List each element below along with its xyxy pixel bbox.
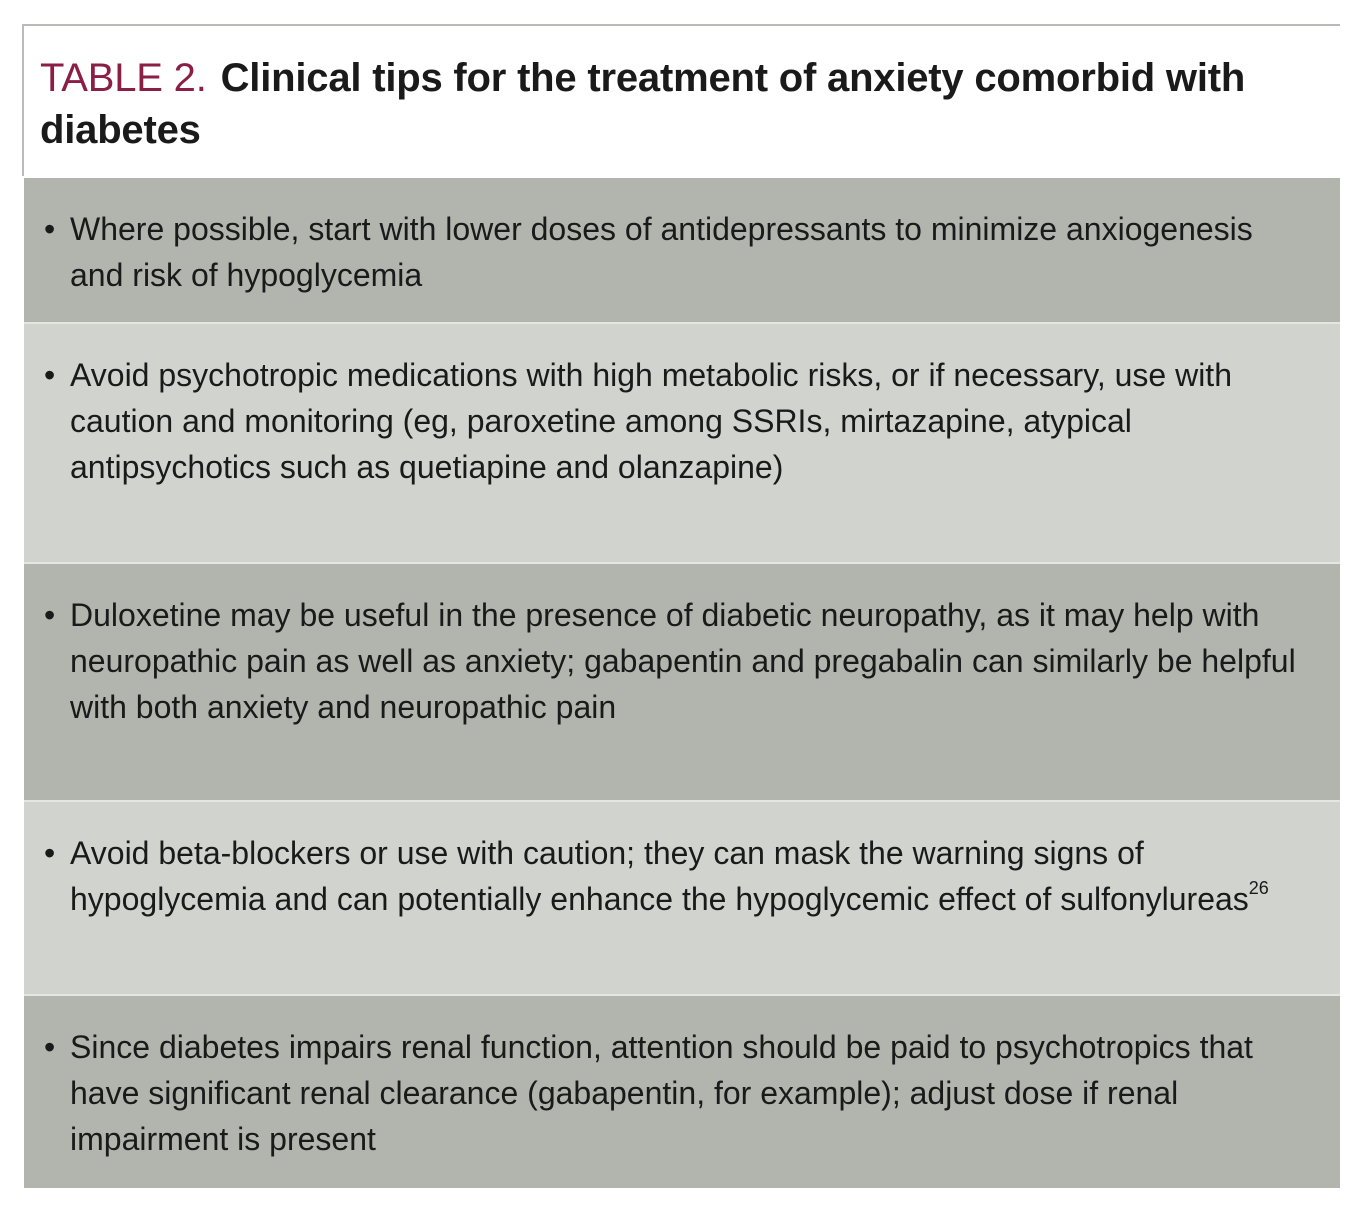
table-body bbox=[24, 178, 1340, 1188]
table-row bbox=[24, 564, 1340, 802]
table-row bbox=[24, 996, 1340, 1188]
row-text: Avoid psychotropic medications with high metabolic risks, or if necessary, use with caution and monitoring (eg, paroxetine among SSRIs, mirtazapine, atypical antipsychotics such as quetiapine and olanzapine) bbox=[70, 357, 1232, 485]
left-rule bbox=[22, 24, 24, 176]
row-text: Duloxetine may be useful in the presence of diabetic neuropathy, as it may help with neuropathic pain as well as anxiety; gabapentin and pregabalin can similarly be helpful with both anxiety and neuropathic pain bbox=[70, 597, 1296, 725]
table-row bbox=[24, 324, 1340, 564]
table-row bbox=[24, 802, 1340, 996]
bullet: • bbox=[44, 597, 56, 633]
row-text: Where possible, start with lower doses of antidepressants to minimize anxiogenesis and risk of hypoglycemia bbox=[70, 211, 1253, 293]
row-text: Avoid beta-blockers or use with caution; they can mask the warning signs of hypoglycemia and can potentially enhance the hypoglycemic effect of sulfonylureas$^{26}$ bbox=[70, 835, 1269, 917]
table-title bbox=[40, 52, 1330, 156]
bullet: • bbox=[44, 211, 56, 247]
bullet: • bbox=[44, 835, 56, 871]
bullet: • bbox=[44, 357, 56, 393]
top-rule bbox=[22, 24, 1340, 26]
table-title-text: Clinical tips for the treatment of anxiety comorbid with diabetes bbox=[40, 56, 1246, 152]
reference-superscript: 26 bbox=[1248, 878, 1269, 898]
table-row bbox=[24, 178, 1340, 324]
row-text: Since diabetes impairs renal function, attention should be paid to psychotropics that have significant renal clearance (gabapentin, for example); adjust dose if renal impairment is present bbox=[70, 1029, 1253, 1157]
bullet: • bbox=[44, 1029, 56, 1065]
table-label: TABLE 2. bbox=[40, 56, 207, 100]
